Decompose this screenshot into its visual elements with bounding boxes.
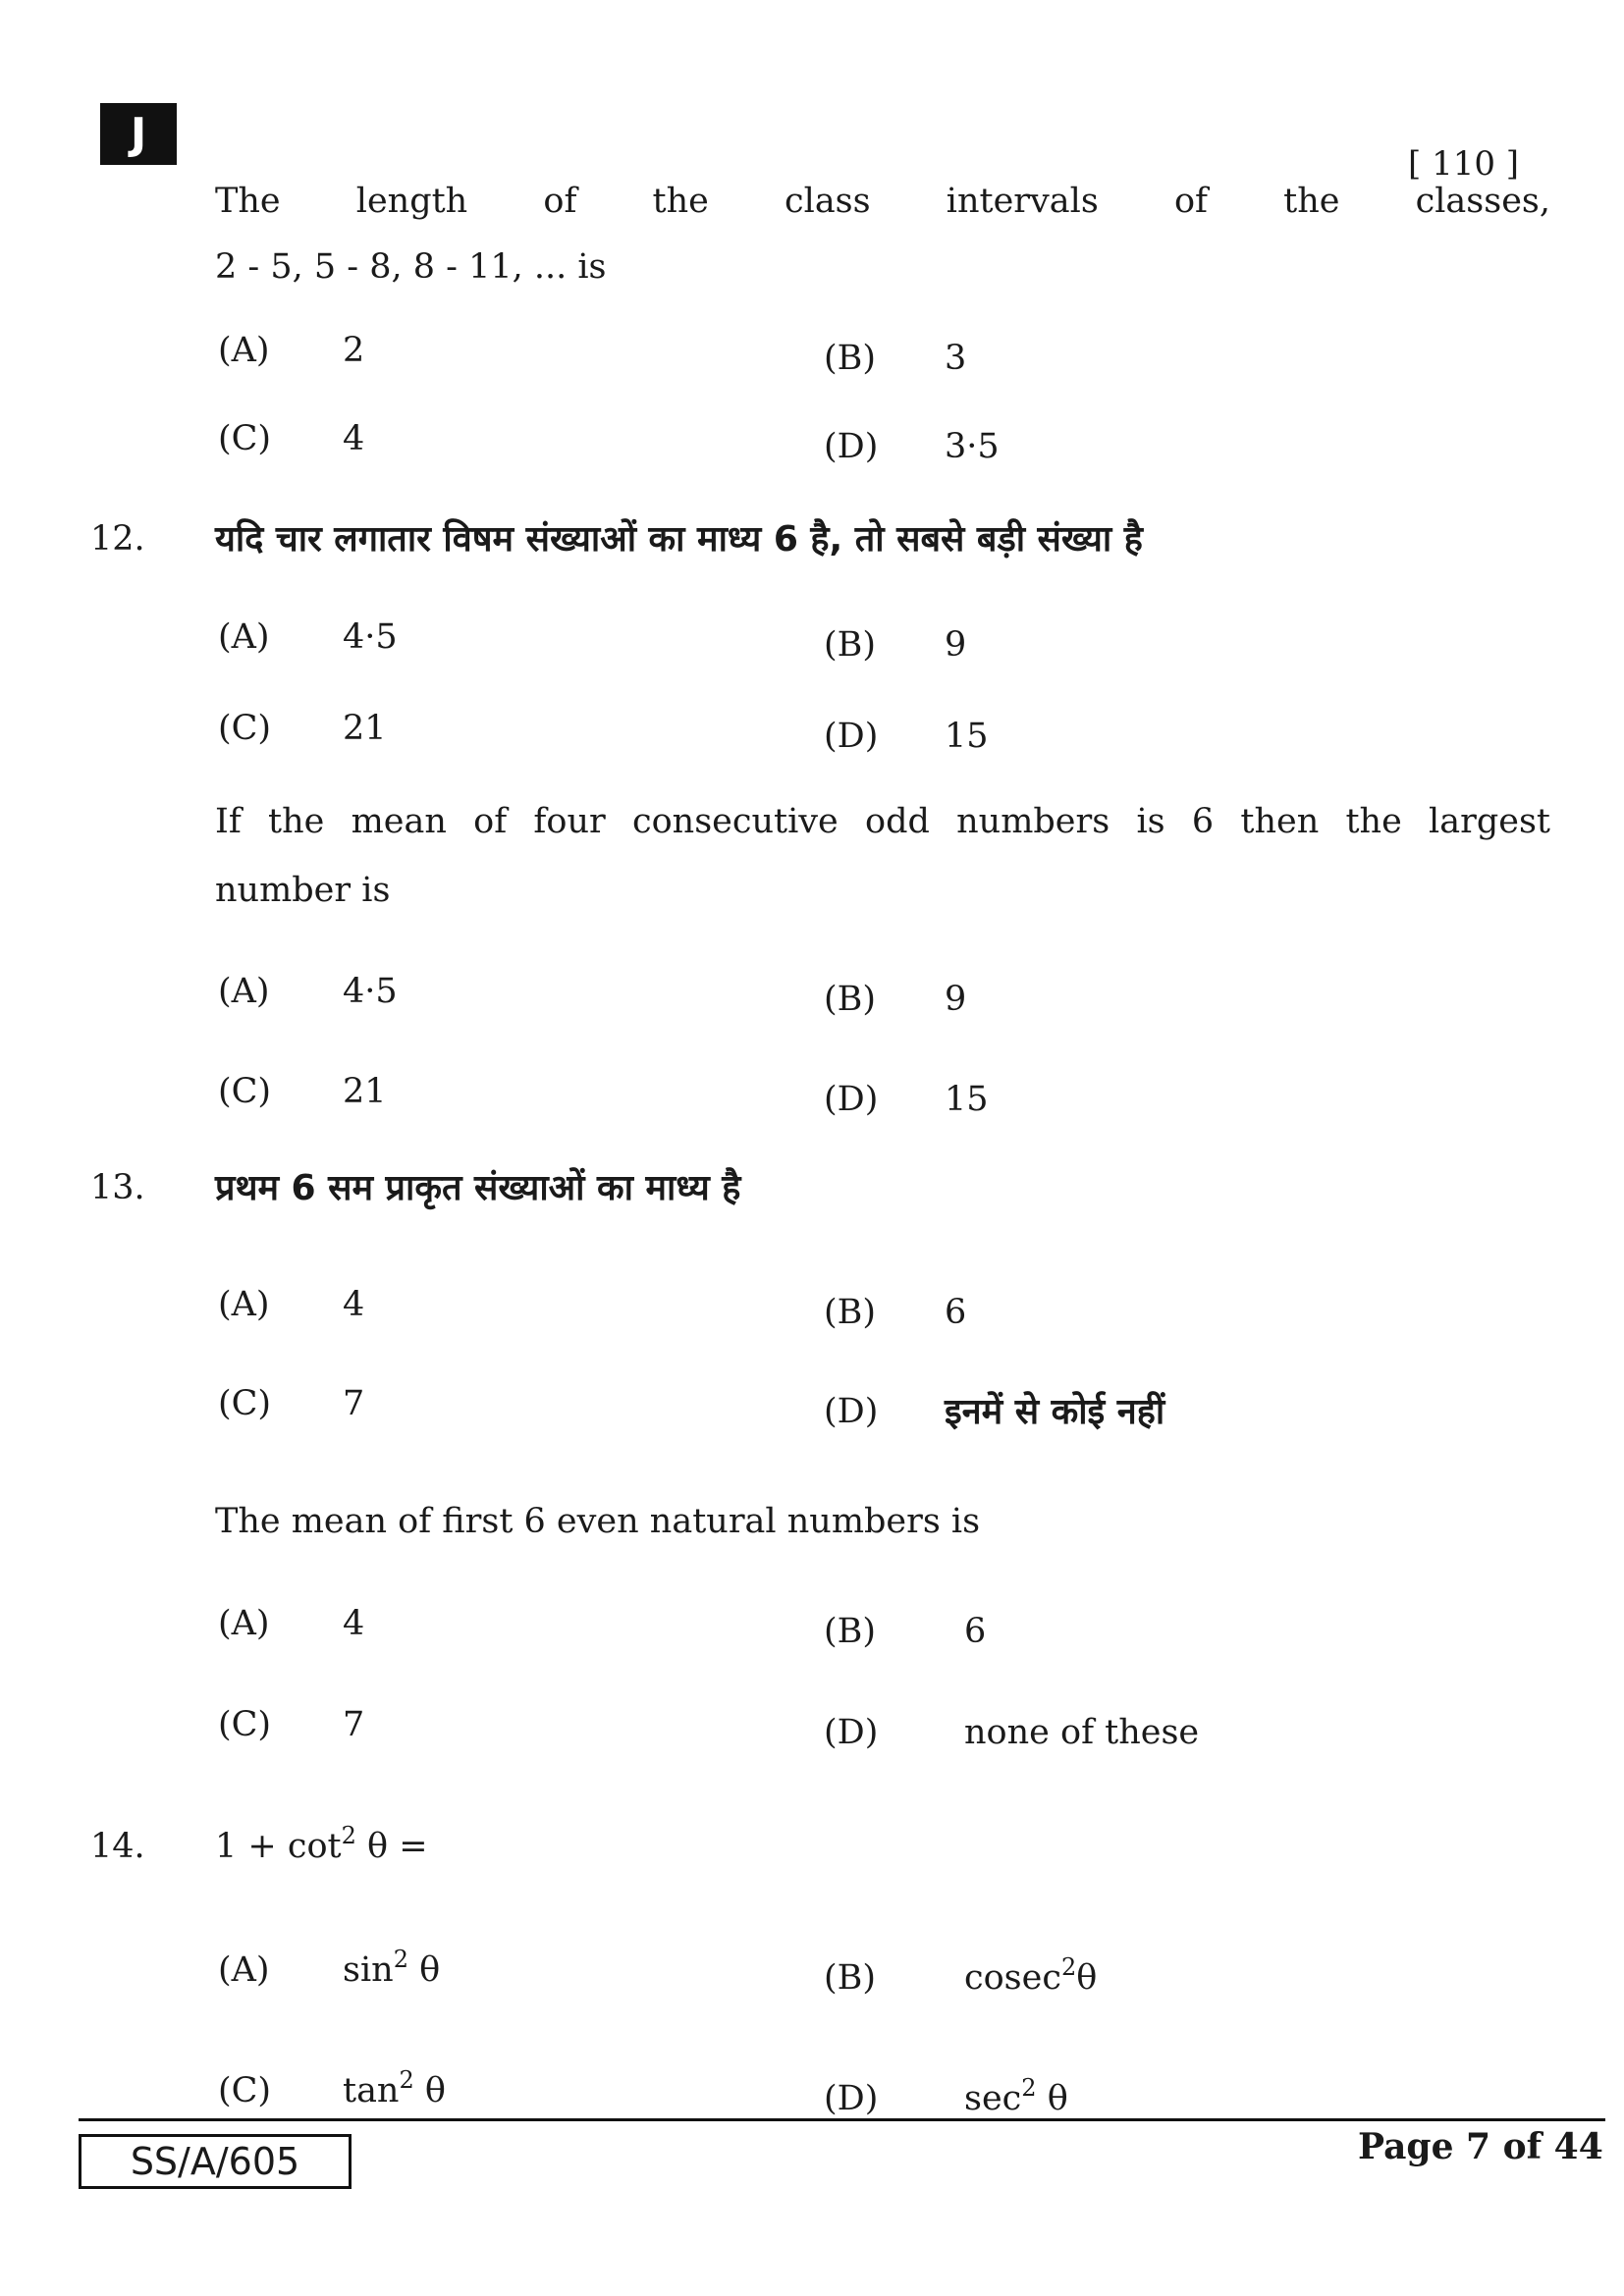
option-label: (D): [824, 1080, 879, 1119]
option-value: [945, 980, 967, 1019]
option-label: (D): [824, 1392, 879, 1431]
option-label: (B): [824, 1958, 877, 1998]
option-value: [945, 339, 967, 378]
option-value: [343, 2066, 446, 2110]
option-value-text: 6: [945, 1293, 967, 1332]
option-value: [343, 419, 365, 458]
option-label: (A): [218, 617, 270, 657]
superscript: 2: [393, 1946, 408, 1973]
option-label: (C): [218, 709, 272, 748]
option-label: (D): [824, 427, 879, 466]
question-text: [215, 802, 1550, 841]
option-value: [343, 709, 387, 748]
option-value-tail: θ: [1036, 2079, 1068, 2118]
option-value-text: 15: [945, 717, 989, 756]
option-value-text: 7: [343, 1705, 365, 1744]
question-text-line1: प्रथम 6 सम प्राकृत संख्याओं का माध्य है: [215, 1168, 741, 1208]
option-value-text: 6: [964, 1612, 987, 1651]
option-label: (D): [824, 2079, 879, 2118]
option-value: [343, 1705, 365, 1744]
superscript: 2: [399, 2066, 414, 2094]
option-value-text: 15: [945, 1080, 989, 1119]
question-text-line1: 1 + cot: [215, 1827, 342, 1866]
question-text-line1: The length of the class intervals of the classes,: [215, 182, 1550, 221]
question-text-line1: यदि चार लगातार विषम संख्याओं का माध्य 6 है, तो सबसे बड़ी संख्या है: [215, 519, 1143, 560]
option-label: (A): [218, 1950, 270, 1990]
option-value: [945, 427, 1000, 466]
option-label: (D): [824, 717, 879, 756]
page-number: Page 7 of 44: [1358, 2126, 1603, 2167]
option-value: [964, 2074, 1068, 2118]
option-value-text: 4: [343, 1604, 365, 1643]
option-value-text: 9: [945, 625, 967, 665]
option-label: (A): [218, 972, 270, 1011]
option-value: [343, 331, 365, 370]
option-value: [343, 1604, 365, 1643]
option-value: [945, 1080, 989, 1119]
option-value-text: 9: [945, 980, 967, 1019]
option-value: [945, 1392, 1165, 1432]
option-label: (B): [824, 1612, 877, 1651]
option-value-text: sec: [964, 2079, 1022, 2118]
option-label: (D): [824, 1713, 879, 1752]
option-value-text: cosec: [964, 1958, 1061, 1998]
option-label: (B): [824, 1293, 877, 1332]
option-label: (B): [824, 625, 877, 665]
option-value: [343, 1072, 387, 1111]
option-value-text: 4·5: [343, 617, 398, 657]
footer-divider: [79, 2118, 1605, 2121]
option-value: [343, 1946, 441, 1990]
option-value-text: 3·5: [945, 427, 1000, 466]
set-label-badge: J: [100, 103, 177, 165]
question-text-line1: The mean of first 6 even natural numbers is: [215, 1502, 981, 1541]
question-number: 12.: [90, 519, 145, 559]
option-label: (B): [824, 339, 877, 378]
option-value-text: tan: [343, 2071, 400, 2110]
question-text: [215, 1822, 1550, 1866]
option-label: (A): [218, 1604, 270, 1643]
option-value: [964, 1612, 987, 1651]
question-text-line1: If the mean of four consecutive odd numbers is 6 then the largest: [215, 802, 1550, 841]
option-value-text: 7: [343, 1384, 365, 1423]
option-label: (C): [218, 419, 272, 458]
option-value: [945, 1293, 967, 1332]
question-number: 14.: [90, 1827, 145, 1866]
option-label: (C): [218, 2071, 272, 2110]
option-value-tail: θ: [413, 2071, 446, 2110]
paper-code: SS/A/605: [79, 2134, 352, 2189]
option-value: [945, 625, 967, 665]
question-text-line2: number is: [215, 871, 391, 910]
option-value: [964, 1953, 1098, 1998]
option-value: [343, 972, 398, 1011]
question-text-tail: θ =: [355, 1827, 428, 1866]
question-text: [215, 519, 1550, 560]
option-value-tail: θ: [1076, 1958, 1098, 1998]
marks-label: [ 110 ]: [1408, 144, 1520, 184]
superscript: 2: [1060, 1953, 1077, 1981]
option-label: (A): [218, 1285, 270, 1324]
question-text: [215, 1502, 1550, 1541]
option-value-text: 2: [343, 331, 365, 370]
option-value-text: 4: [343, 419, 365, 458]
option-value-text: none of these: [964, 1713, 1200, 1752]
option-label: (C): [218, 1705, 272, 1744]
option-value-text: sin: [343, 1950, 394, 1990]
option-value: [964, 1713, 1200, 1752]
option-label: (A): [218, 331, 270, 370]
question-text: [215, 1168, 1550, 1208]
option-value: [343, 1384, 365, 1423]
option-value-text: 4: [343, 1285, 365, 1324]
superscript: 2: [341, 1822, 356, 1849]
option-value: [945, 717, 989, 756]
option-value-text: 3: [945, 339, 967, 378]
option-label: (C): [218, 1072, 272, 1111]
option-value-text: 4·5: [343, 972, 398, 1011]
option-value: [343, 1285, 365, 1324]
option-value-text: इनमें से कोई नहीं: [945, 1392, 1165, 1432]
option-label: (C): [218, 1384, 272, 1423]
question-number: 13.: [90, 1168, 145, 1207]
option-value-text: 21: [343, 709, 387, 748]
option-value: [343, 617, 398, 657]
question-text: [215, 182, 1550, 221]
superscript: 2: [1021, 2074, 1037, 2102]
option-label: (B): [824, 980, 877, 1019]
option-value-text: 21: [343, 1072, 387, 1111]
option-value-tail: θ: [407, 1950, 441, 1990]
question-text-line2: 2 - 5, 5 - 8, 8 - 11, ... is: [215, 247, 607, 287]
